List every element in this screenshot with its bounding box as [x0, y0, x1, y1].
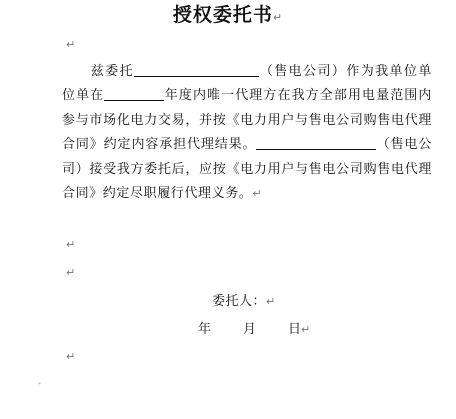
delegate-name-blank[interactable]: [134, 62, 259, 77]
body-delegate-role: （售电公司）作为我单位单位单在: [62, 64, 432, 104]
date-year-label: 年: [198, 322, 212, 337]
paragraph-mark-icon: ↵: [252, 187, 263, 201]
paragraph-mark-icon: ↵: [266, 295, 276, 308]
date-month-label: 月: [243, 322, 257, 337]
signature-line: [212, 292, 276, 312]
body-obligations: （售电公司）接受我方委托后，应按《电力用户与售电公司购售电代理合同》约定尽职履行代理义务。: [62, 137, 432, 202]
empty-paragraph-mark-icon: ↵: [66, 38, 76, 51]
body-contract-terms: 年度内唯一代理方在我方全部用电量范围内参与市场化电力交易，并按《电力用户与售电公司购售电代理合同》约定内容承担代理结果。: [62, 88, 432, 153]
title-text: 授权委托书: [172, 4, 273, 26]
empty-paragraph-mark-icon: ↵: [66, 266, 76, 279]
year-blank[interactable]: [104, 86, 164, 101]
paragraph-mark-icon: ↵: [272, 11, 284, 24]
document-title: [0, 2, 456, 31]
date-day-label: 日: [288, 322, 302, 337]
company-name-blank[interactable]: [256, 135, 376, 150]
body-delegate-prefix: 兹委托: [90, 64, 135, 79]
page-corner-mark: ˻: [38, 374, 42, 385]
empty-paragraph-mark-icon: ↵: [66, 350, 76, 363]
date-line: [198, 320, 310, 340]
paragraph-mark-icon: ↵: [301, 323, 311, 336]
signature-label: 委托人：: [212, 294, 267, 309]
empty-paragraph-mark-icon: ↵: [66, 238, 76, 251]
authorization-body: [62, 60, 432, 206]
